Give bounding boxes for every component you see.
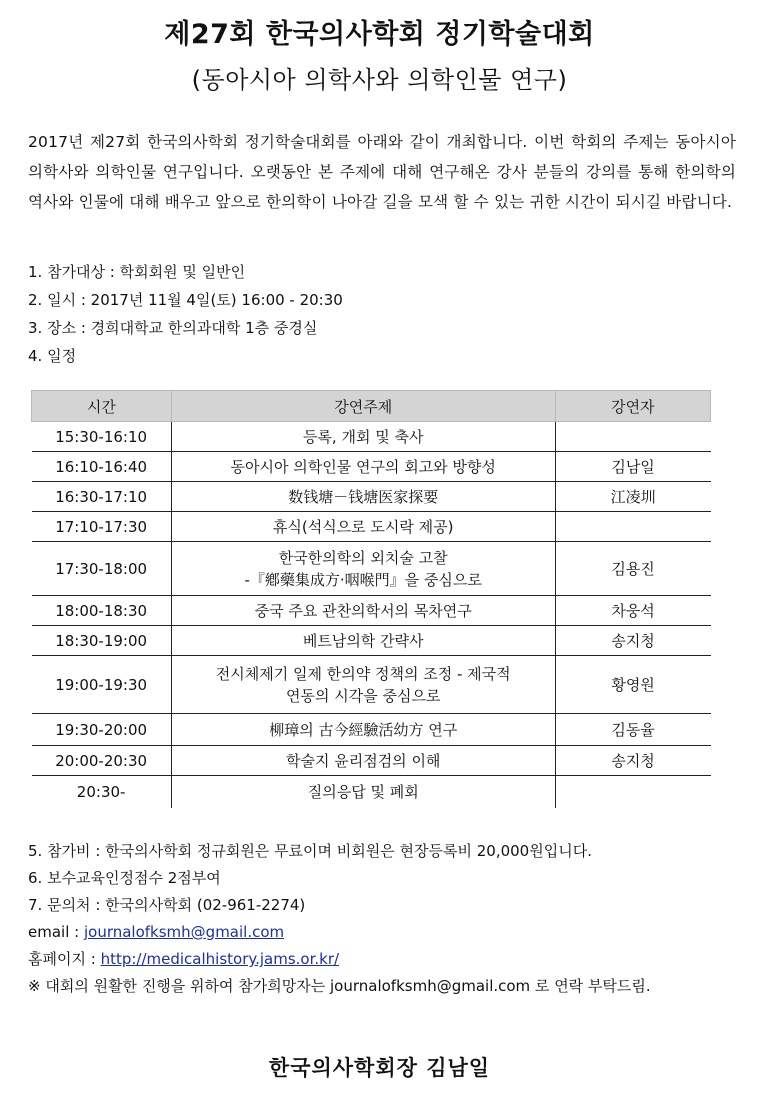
row-speaker [555, 776, 710, 808]
info-item-fee: 5. 참가비 : 한국의사학회 정규회원은 무료이며 비회원은 현장등록비 20,000원입니다. [28, 842, 592, 860]
header-topic: 강연주제 [171, 391, 555, 422]
info-list [28, 258, 343, 370]
info-item-participants: 1. 참가대상 : 학회회원 및 일반인 [28, 263, 246, 281]
row-time: 17:10-17:30 [32, 512, 172, 542]
row-time: 17:30-18:00 [32, 542, 172, 596]
row-topic [171, 656, 555, 714]
row-topic: 등록, 개회 및 축사 [171, 422, 555, 452]
row-speaker: 송지청 [555, 626, 710, 656]
email-label: email : [28, 923, 84, 941]
row-speaker: 황영원 [555, 656, 710, 714]
table-row [32, 656, 711, 714]
table-row [32, 542, 711, 596]
row-speaker: 김용진 [555, 542, 710, 596]
info-item-credits: 6. 보수교육인정점수 2점부여 [28, 869, 221, 887]
row-topic: 柳璋의 古今經驗活幼方 연구 [171, 714, 555, 746]
table-row [32, 776, 711, 808]
row-topic-line1: 한국한의학의 외치술 고찰 [278, 548, 448, 567]
row-topic-line2: 연동의 시각을 중심으로 [285, 686, 441, 705]
row-time: 20:00-20:30 [32, 746, 172, 776]
row-topic [171, 542, 555, 596]
table-row [32, 746, 711, 776]
row-topic: 동아시아 의학인물 연구의 회고와 방향성 [171, 452, 555, 482]
email-line [28, 919, 738, 946]
table-row [32, 482, 711, 512]
row-time: 18:00-18:30 [32, 596, 172, 626]
row-time: 19:30-20:00 [32, 714, 172, 746]
page-title: 제27회 한국의사학회 정기학술대회 [164, 19, 595, 50]
row-speaker [555, 422, 710, 452]
table-row [32, 714, 711, 746]
table-row [32, 626, 711, 656]
info-item-schedule: 4. 일정 [28, 347, 77, 365]
header-time: 시간 [32, 391, 172, 422]
row-topic: 数钱塘－钱塘医家探要 [171, 482, 555, 512]
table-row [32, 596, 711, 626]
footer-info [28, 838, 738, 1000]
row-speaker: 송지청 [555, 746, 710, 776]
row-time: 20:30- [32, 776, 172, 808]
row-topic: 학술지 윤리점검의 이해 [171, 746, 555, 776]
table-row [32, 512, 711, 542]
row-topic: 베트남의학 간략사 [171, 626, 555, 656]
row-speaker: 차웅석 [555, 596, 710, 626]
row-speaker: 김남일 [555, 452, 710, 482]
row-time: 16:10-16:40 [32, 452, 172, 482]
table-row [32, 452, 711, 482]
row-topic-line1: 전시체제기 일제 한의약 정책의 조정 - 제국적 [215, 664, 511, 683]
note-text: ※ 대회의 원활한 진행을 위하여 참가희망자는 journalofksmh@gmail.com 로 연락 부탁드림. [28, 977, 651, 995]
row-speaker: 김동율 [555, 714, 710, 746]
info-item-venue: 3. 장소 : 경희대학교 한의과대학 1층 중경실 [28, 319, 318, 337]
table-header-row [32, 391, 711, 422]
row-speaker: 江凌圳 [555, 482, 710, 512]
row-time: 19:00-19:30 [32, 656, 172, 714]
email-link[interactable]: journalofksmh@gmail.com [83, 923, 285, 941]
row-topic: 중국 주요 관찬의학서의 목차연구 [171, 596, 555, 626]
row-time: 16:30-17:10 [32, 482, 172, 512]
homepage-link[interactable]: http://medicalhistory.jams.or.kr/ [100, 950, 340, 968]
row-topic-line2: -『鄕藥集成方·咽喉門』을 중심으로 [244, 570, 482, 589]
schedule-table [31, 390, 711, 808]
intro-paragraph: 2017년 제27회 한국의사학회 정기학술대회를 아래와 같이 개최합니다. 이번 학회의 주제는 동아시아 의학사와 의학인물 연구입니다. 오랫동안 본 주제에 대해 연구해온 강사 분들의 강의를 통해 한의학의 역사와 인물에 대해 배우고 앞으로 한의학이 나아갈 길을 모색 할 수 있는 귀한 시간이 되시길 바랍니다. [28, 133, 736, 211]
row-time: 15:30-16:10 [32, 422, 172, 452]
homepage-label: 홈페이지 : [28, 950, 101, 968]
row-time: 18:30-19:00 [32, 626, 172, 656]
homepage-line [28, 946, 738, 973]
info-item-datetime: 2. 일시 : 2017년 11월 4일(토) 16:00 - 20:30 [28, 291, 343, 309]
header-speaker: 강연자 [555, 391, 710, 422]
page-subtitle: (동아시아 의학사와 의학인물 연구) [191, 66, 568, 94]
row-topic: 질의응답 및 폐회 [171, 776, 555, 808]
row-speaker [555, 512, 710, 542]
signature: 한국의사학회장 김남일 [268, 1056, 491, 1080]
table-row [32, 422, 711, 452]
row-topic: 휴식(석식으로 도시락 제공) [171, 512, 555, 542]
info-item-contact: 7. 문의처 : 한국의사학회 (02-961-2274) [28, 896, 306, 914]
